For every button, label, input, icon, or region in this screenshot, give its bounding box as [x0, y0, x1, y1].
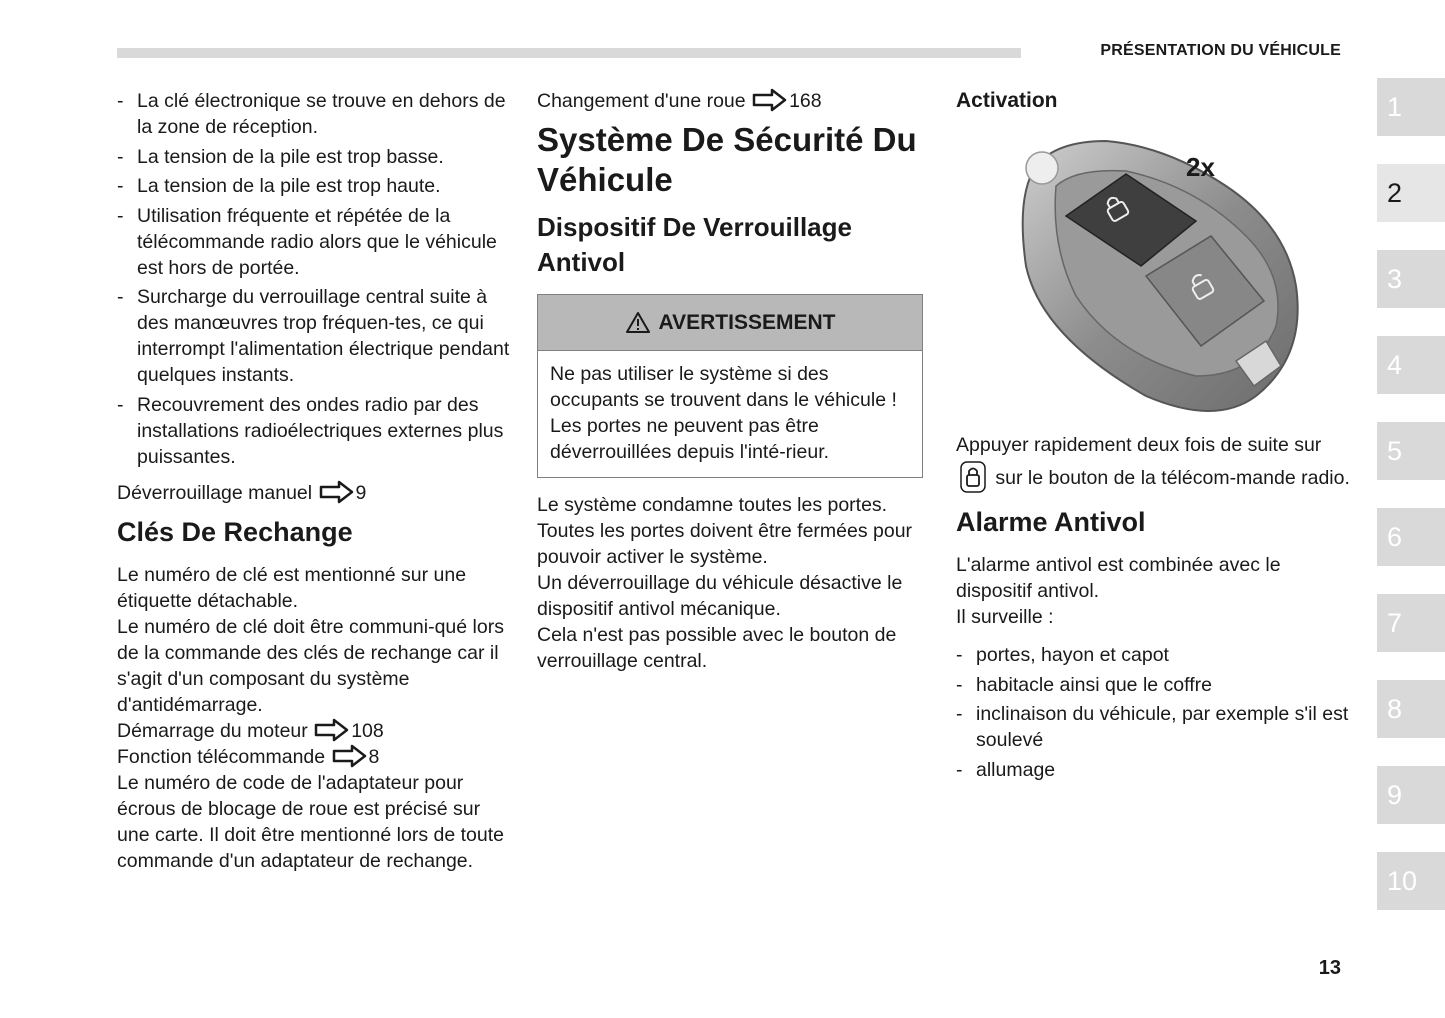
- activation-instructions: Appuyer rapidement deux fois de suite sur sur le bouton de la télécom-mande radio.: [956, 430, 1351, 494]
- list-item: - Utilisation fréquente et répétée de la télécommande radio alors que le véhicule est hors de portée.: [117, 203, 512, 281]
- list-item: - habitacle ainsi que le coffre: [956, 672, 1351, 698]
- warning-header: AVERTISSEMENT: [538, 295, 922, 351]
- paragraph: Le numéro de clé est mentionné sur une étiquette détachable.: [117, 563, 467, 612]
- paragraph: Le système condamne toutes les portes.: [537, 494, 888, 516]
- page-ref-arrow-icon: [752, 88, 788, 112]
- wheel-change-ref[interactable]: Changement d'une roue 168: [537, 90, 822, 112]
- paragraph: Cela n'est pas possible avec le bouton de verrouillage central.: [537, 624, 897, 672]
- press-count-label: 2x: [1186, 152, 1215, 182]
- column-right: [956, 88, 1351, 786]
- page-title: Système De Sécurité Du Véhicule: [537, 121, 917, 198]
- column-left: [117, 88, 512, 874]
- page-ref-arrow-icon: [332, 744, 368, 768]
- list-item: - inclinaison du véhicule, par exemple s'il est soulevé: [956, 701, 1351, 753]
- key-fob-illustration: [996, 126, 1326, 416]
- paragraph: Un déverrouillage du véhicule désactive le dispositif antivol mécanique.: [537, 572, 903, 620]
- list-item: - portes, hayon et capot: [956, 642, 1351, 668]
- remote-function-ref[interactable]: Fonction télécommande 8: [117, 745, 380, 768]
- paragraph: Toutes les portes doivent être fermées pour pouvoir activer le système.: [537, 520, 913, 568]
- column-middle: [537, 88, 927, 674]
- page-ref-arrow-icon: [314, 718, 350, 742]
- paragraph: L'alarme antivol est combinée avec le dispositif antivol.: [956, 554, 1281, 602]
- warning-box: [537, 294, 923, 478]
- activation-heading: Activation: [956, 89, 1058, 112]
- list-item: - La clé électronique se trouve en dehors de la zone de réception.: [117, 88, 512, 140]
- chapter-tab-active[interactable]: 2: [1377, 164, 1445, 222]
- warning-text: Ne pas utiliser le système si des occupants se trouvent dans le véhicule ! Les portes ne peuvent pas être déverrouillées depuis l'inté-rieur.: [550, 363, 897, 463]
- manual-unlock-ref[interactable]: Déverrouillage manuel 9: [117, 481, 367, 504]
- list-item: - La tension de la pile est trop basse.: [117, 144, 512, 170]
- paragraph: Le numéro de clé doit être communi-qué lors de la commande des clés de rechange car il s'agit d'un composant du système d'antidémarrage.: [117, 615, 504, 716]
- warning-triangle-icon: [625, 311, 651, 334]
- page-number: 13: [1318, 957, 1341, 979]
- chapter-tab[interactable]: 6: [1377, 508, 1445, 566]
- chapter-tab[interactable]: 4: [1377, 336, 1445, 394]
- spare-keys-heading: Clés De Rechange: [117, 516, 353, 547]
- lock-button-icon: [960, 461, 986, 493]
- page-ref-arrow-icon: [319, 480, 355, 504]
- chapter-tab[interactable]: 7: [1377, 594, 1445, 652]
- section-title: Dispositif De Verrouillage Antivol: [537, 212, 852, 277]
- fault-list: [117, 88, 512, 470]
- list-item: - La tension de la pile est trop haute.: [117, 173, 512, 199]
- chapter-tab[interactable]: 1: [1377, 78, 1445, 136]
- chapter-tab[interactable]: 5: [1377, 422, 1445, 480]
- list-item: - Surcharge du verrouillage central suite à des manœuvres trop fréquen-tes, ce qui interrompt l'alimentation électrique pendant quelques instants.: [117, 284, 512, 388]
- list-item: - Recouvrement des ondes radio par des installations radioélectriques externes plus puissantes.: [117, 392, 512, 470]
- alarm-heading: Alarme Antivol: [956, 507, 1146, 537]
- chapter-tab[interactable]: 8: [1377, 680, 1445, 738]
- paragraph: Il surveille :: [956, 606, 1054, 628]
- list-item: - allumage: [956, 757, 1351, 783]
- chapter-tab[interactable]: 9: [1377, 766, 1445, 824]
- paragraph: Le numéro de code de l'adaptateur pour écrous de blocage de roue est précisé sur une carte. Il doit être mentionné lors de toute commande d'un adaptateur de rechange.: [117, 771, 504, 872]
- section-header: PRÉSENTATION DU VÉHICULE: [1100, 42, 1341, 59]
- header-rule: [117, 48, 1021, 58]
- monitored-list: [956, 642, 1351, 783]
- engine-start-ref[interactable]: Démarrage du moteur 108: [117, 719, 384, 742]
- chapter-tab[interactable]: 3: [1377, 250, 1445, 308]
- chapter-tab[interactable]: 10: [1377, 852, 1445, 910]
